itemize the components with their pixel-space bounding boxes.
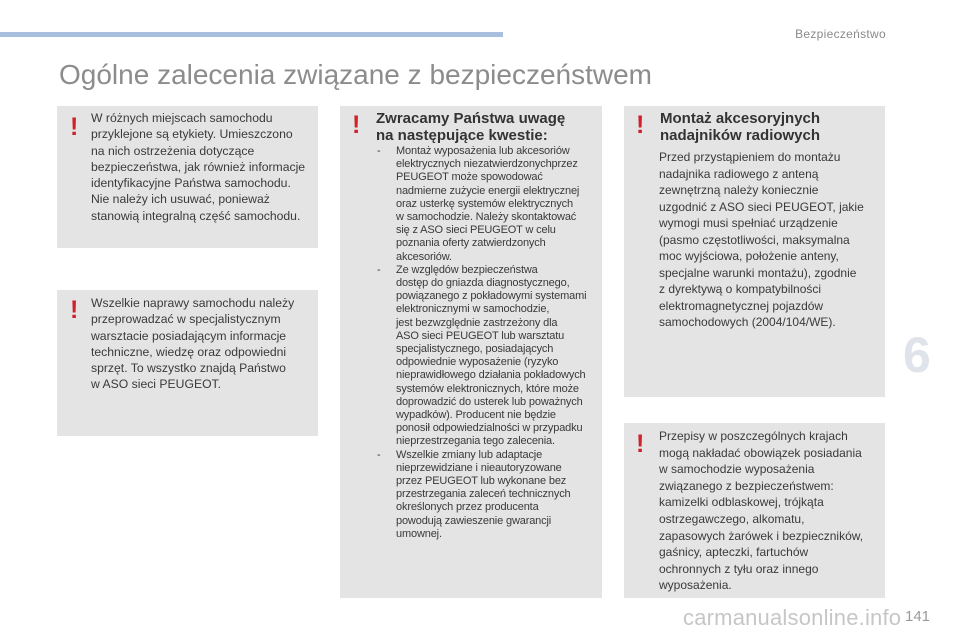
country-rules-box xyxy=(624,423,885,598)
attention-item-text: Montaż wyposażenia lub akcesoriów elektrycznych niezatwierdzonychprzez PEUGEOT może spowodować nadmierne zużycie energii elektrycznej oraz usterkę systemów elektrycznych w samochodzie. Należy skontaktować się z ASO sieci PEUGEOT w celu poznania oferty zatwierdzonych akcesoriów. xyxy=(396,145,580,263)
watermark: carmanualsonline.info xyxy=(683,605,902,630)
country-rules-text: Przepisy w poszczególnych krajach mogą nakładać obowiązek posiadania w samochodzie wyposażenia związanego z bezpieczeństwem: kamizelki odblaskowej, trójkąta ostrzegawczego, alkomatu, zapasowych żarówek i bezpieczników, gaśnicy, apteczki, fartuchów ochronnych z tyłu oraz innego wyposażenia. xyxy=(659,429,864,593)
warning-icon: ! xyxy=(636,430,645,458)
page-number: 141 xyxy=(905,608,931,625)
attention-list-item xyxy=(377,449,601,541)
warning-icon: ! xyxy=(636,111,645,139)
attention-item-text: Wszelkie zmiany lub adaptacje nieprzewidziane i nieautoryzowane przez PEUGEOT lub wykonane bez przestrzegania zaleceń technicznych określonych przez producenta powodują zawieszenie gwarancji umownej. xyxy=(396,448,571,540)
labels-warning-text: W różnych miejscach samochodu przyklejone są etykiety. Umieszczono na nich ostrzeżenia dotyczące bezpieczeństwa, jak również informacje identyfikacyjne Państwa samochodu. Nie należy ich usuwać, ponieważ stanowią integralną część samochodu. xyxy=(91,111,306,223)
warning-icon: ! xyxy=(70,296,79,324)
labels-warning-box xyxy=(57,106,318,248)
list-dash: - xyxy=(377,448,381,461)
attention-box xyxy=(340,106,602,598)
list-dash: - xyxy=(377,145,381,157)
radio-install-text: Przed przystąpieniem do montażu nadajnika radiowego z anteną zewnętrzną należy koniecznie uzgodnić z ASO sieci PEUGEOT, jakie wymogi musi spełniać urządzenie (pasmo częstotliwości, maksymalna moc wyjściowa, położenie anteny, specjalne warunki montażu), zgodnie z dyrektywą o kompatybilności elektromagnetycznej pojazdów samochodowych (2004/104/WE). xyxy=(659,150,864,329)
radio-install-box xyxy=(624,106,885,397)
attention-heading: Zwracamy Państwa uwagę na następujące kwestie: xyxy=(376,110,566,144)
section-label: Bezpieczeństwo xyxy=(795,27,886,41)
warning-icon: ! xyxy=(70,113,79,141)
attention-list-item xyxy=(377,264,601,449)
attention-list xyxy=(377,145,601,541)
radio-install-heading: Montaż akcesoryjnych nadajników radiowych xyxy=(660,110,821,144)
chapter-number: 6 xyxy=(903,327,931,383)
attention-list-item xyxy=(377,145,601,264)
repairs-warning-text: Wszelkie naprawy samochodu należy przeprowadzać w specjalistycznym warsztacie posiadającym informacje techniczne, wiedzę oraz odpowiedni sprzęt. To wszystko znajdą Państwo w ASO sieci PEUGEOT. xyxy=(91,296,295,392)
attention-item-text: Ze względów bezpieczeństwa dostęp do gniazda diagnostycznego, powiązanego z pokładowymi systemami elektronicznymi w samochodzie, jest bezwzględnie zastrzeżony dla ASO sieci PEUGEOT lub warsztatu specjalistycznego, posiadających odpowiednie wyposażenie (ryzyko nieprawidłowego działania pokładowych systemów elektronicznych, które może doprowadzić do usterek lub poważnych wypadków). Producent nie będzie ponosił odpowiedzialności w przypadku nieprzestrzegania tego zalecenia. xyxy=(396,263,587,448)
warning-icon: ! xyxy=(352,111,361,139)
header-accent-bar xyxy=(0,32,503,37)
repairs-warning-box xyxy=(57,290,318,436)
list-dash: - xyxy=(377,263,381,276)
page-title: Ogólne zalecenia związane z bezpieczeństwem xyxy=(59,59,652,90)
